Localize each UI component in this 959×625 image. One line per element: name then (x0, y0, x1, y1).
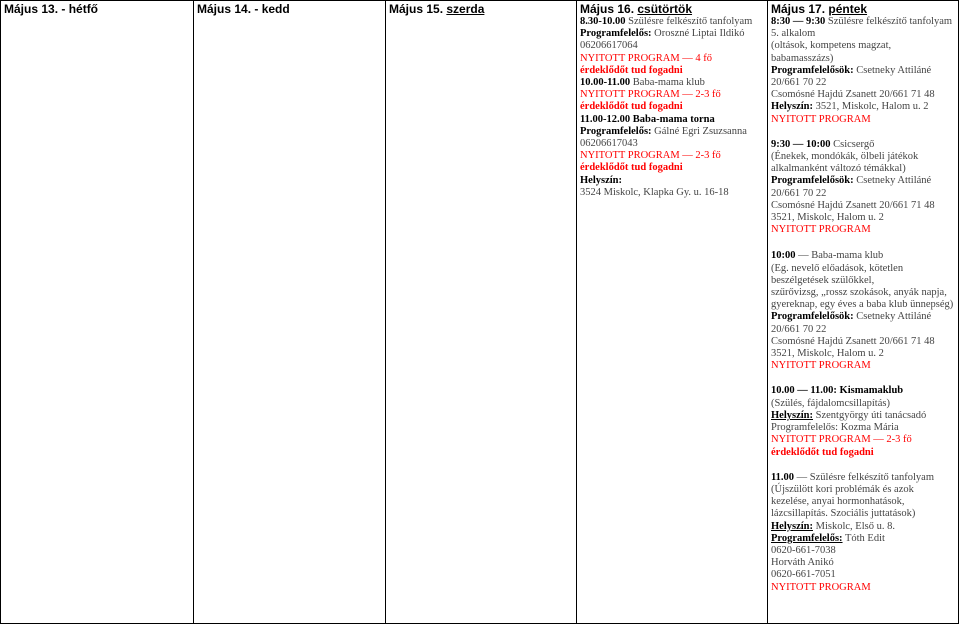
day-header-tuesday: Május 14. - kedd (197, 2, 290, 16)
event-birth-prep-course-11: 11.00 — Szülésre felkészítő tanfolyam (Újszülött kori problémák és azok kezelése, anyai hormonhatások, lázcsillapítás. Szociális juttatások) Helyszín: Miskolc, Első u. 8. Programfelelős: Tóth Edit 0620-661-7038 Horváth Anikó 0620-661-7051 NYITOTT PROGRAM (771, 471, 935, 593)
day-header-wednesday: Május 15. szerda (389, 2, 485, 16)
day-header-friday: Május 17. péntek (771, 2, 868, 16)
event-baby-mama-gym: 11.00-12.00 Baba-mama torna Programfelelős: Gálné Egri Zsuzsanna 06206617043 NYITOTT PROGRAM — 2-3 fő érdeklődőt tud fogadni Helyszín: 3524 Miskolc, Klapka Gy. u. 16-18 (580, 113, 747, 198)
day-column-thursday (577, 1, 768, 624)
event-csicsergo: 9:30 — 10:00 Csicsergő (Énekek, mondókák, ölbeli játékok alkalmanként változó témákkal) Programfelelősök: Csetneky Attiláné 20/661 70 22 Csomósné Hajdú Zsanett 20/661 71 48 3521, Miskolc, Halom u. 2 NYITOTT PROGRAM (771, 138, 935, 236)
event-expectant-mothers-club: 10.00 — 11.00: Kismamaklub (Szülés, fájdalomcsillapítás) Helyszín: Szentgyörgy úti tanácsadó Programfelelős: Kozma Mária NYITOTT PROGRAM — 2-3 fő érdeklődőt tud fogadni (771, 385, 927, 458)
day-column-friday (768, 1, 959, 624)
event-birth-prep-course-5: 8:30 — 9:30 Szülésre felkészítő tanfolyam 5. alkalom (oltások, kompetens magzat, babamasszázs) Programfelelősök: Csetneky Attiláné 20/661 70 22 Csomósné Hajdú Zsanett 20/661 71 48 Helyszín: 3521, Miskolc, Halom u. 2 NYITOTT PROGRAM (771, 16, 953, 125)
schedule-row (1, 1, 959, 624)
event-birth-prep-course: 8.30-10.00 Szülésre felkészítő tanfolyam Programfelelős: Oroszné Liptai Ildikó 06206617064 NYITOTT PROGRAM — 4 fő érdeklődőt tud fogadni (580, 16, 753, 76)
event-baby-mama-club: 10.00-11.00 Baba-mama klub NYITOTT PROGRAM — 2-3 fő érdeklődőt tud fogadni (580, 77, 721, 113)
event-baby-mama-club-friday: 10:00 — Baba-mama klub (Eg. nevelő előadások, kötetlen beszélgetések szülőkkel, szűrővizsg, „rossz szokások, anyák napja, gyereknap, egy éves a baba klub ünnepség) Programfelelősök: Csetneky Attiláné 20/661 70 22 Csomósné Hajdú Zsanett 20/661 71 48 3521, Miskolc, Halom u. 2 NYITOTT PROGRAM (771, 250, 954, 372)
day-header-monday: Május 13. - hétfő (4, 2, 99, 16)
day-column-monday (1, 1, 194, 624)
day-header-thursday: Május 16. csütörtök (580, 2, 693, 16)
day-column-tuesday (194, 1, 386, 624)
day-column-wednesday (386, 1, 577, 624)
